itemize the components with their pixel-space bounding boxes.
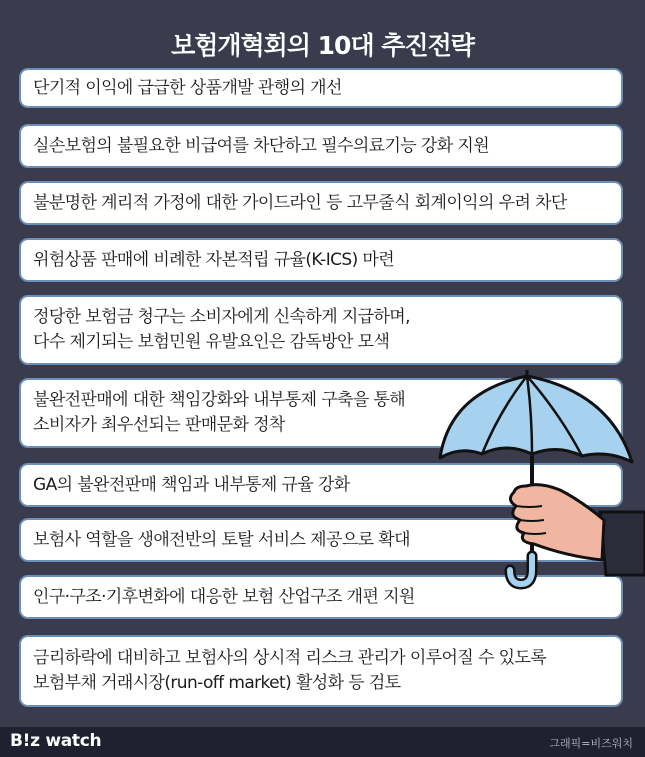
strategy-item-10 [19,635,623,707]
strategy-item-2 [19,124,623,168]
graphic-credit: 그래픽=비즈워치 [549,737,633,750]
umbrella-hand-illustration [420,370,645,600]
strategy-text: 실손보험의 불필요한 비급여를 차단하고 필수의료기능 강화 지원 [33,135,490,156]
strategy-text: 다수 제기되는 보험민원 유발요인은 감독방안 모색 [33,332,390,352]
strategy-text: 불분명한 계리적 가정에 대한 가이드라인 등 고무줄식 회계이익의 우려 차단 [33,192,567,213]
strategy-text: 보험사 역할을 생애전반의 토탈 서비스 제공으로 확대 [33,529,410,550]
page-title: 보험개혁회의 10대 추진전략 [171,31,474,60]
strategy-item-1 [19,68,623,108]
strategy-text: GA의 불완전판매 책임과 내부통제 규율 강화 [33,474,350,495]
strategy-item-4 [19,238,623,282]
strategy-text: 단기적 이익에 급급한 상품개발 관행의 개선 [33,77,342,98]
footer-bar [0,727,645,757]
strategy-text: 불완전판매에 대한 책임강화와 내부통제 구축을 통해 [33,390,406,410]
strategy-text: 금리하락에 대비하고 보험사의 상시적 리스크 관리가 이루어질 수 있도록 [33,648,547,668]
bizwatch-logo: B!z watch [10,731,102,751]
strategy-text: 위험상품 판매에 비례한 자본적립 규율(K-ICS) 마련 [33,249,395,270]
strategy-text: 인구·구조·기후변화에 대응한 보험 산업구조 개편 지원 [33,586,415,607]
strategy-item-3 [19,181,623,225]
strategy-text: 보험부채 거래시장(run-off market) 활성화 등 검토 [33,673,401,693]
strategy-text: 정당한 보험금 청구는 소비자에게 신속하게 지급하며, [33,307,410,327]
strategy-item-5 [19,295,623,365]
strategy-text: 소비자가 최우선되는 판매문화 정착 [33,415,285,435]
